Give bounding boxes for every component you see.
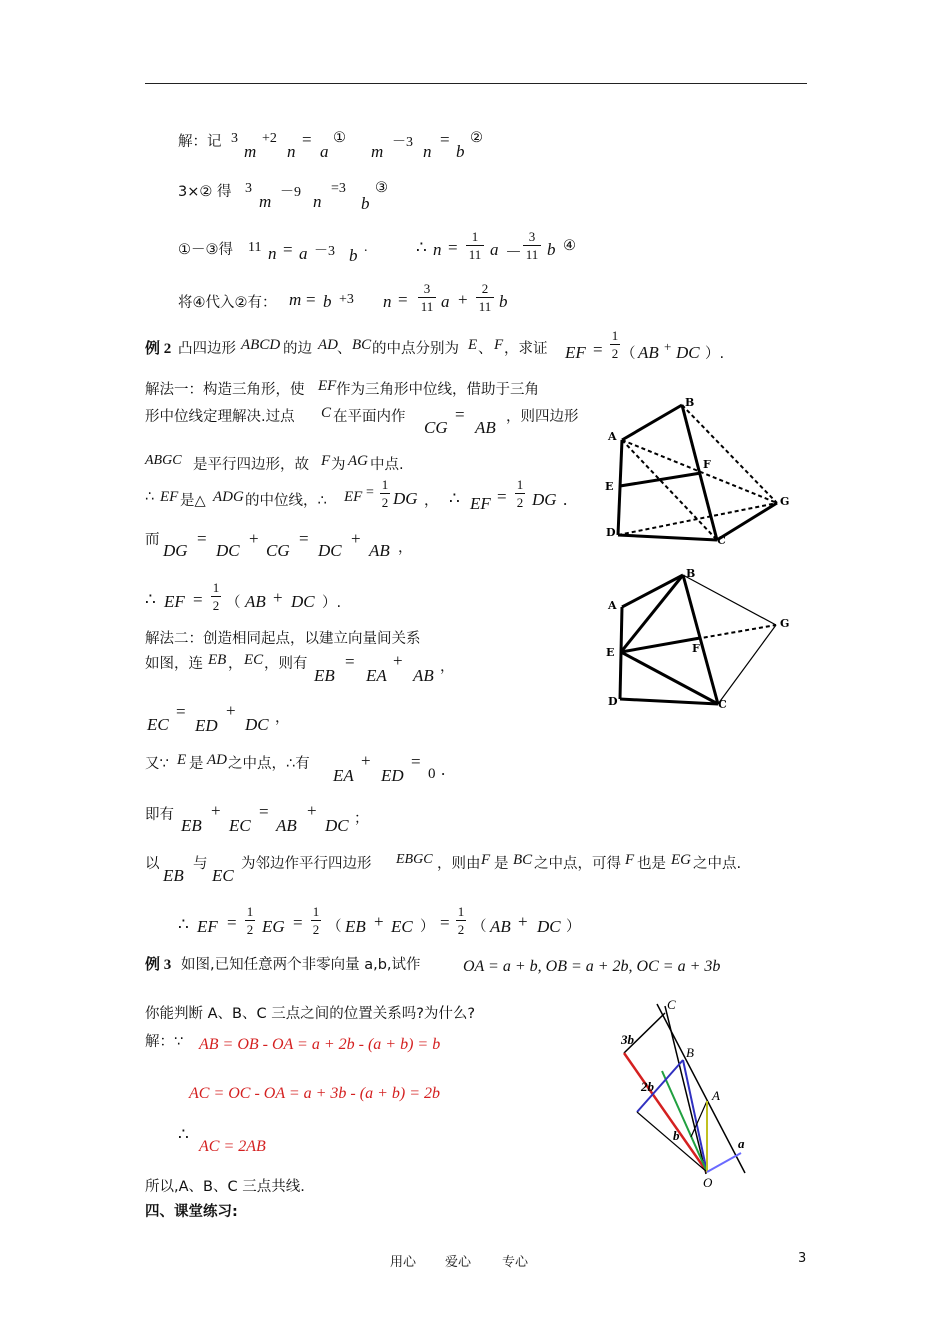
vector-label-b: b: [673, 1128, 680, 1143]
point-label-a: A: [712, 1088, 720, 1103]
vector-ec: EC: [212, 866, 234, 885]
vector-ab: AB: [413, 666, 434, 685]
point-label-e: E: [605, 480, 614, 493]
text: BC: [513, 852, 533, 868]
text: F: [481, 852, 491, 868]
point-label-d: D: [608, 695, 618, 708]
vector-m: m: [244, 142, 257, 161]
therefore: ∴: [145, 590, 156, 609]
fraction: 1 2: [246, 904, 254, 937]
vector-eb: EB: [181, 816, 202, 835]
minus: －: [505, 243, 522, 262]
text: 凸四边形: [178, 341, 236, 357]
text: －3: [392, 135, 413, 150]
text: 解法二：创造相同起点，以建立向量间关系: [145, 631, 421, 647]
text: 之中点.: [693, 856, 742, 872]
text: 与: [193, 856, 208, 872]
fraction: 3 11: [523, 230, 541, 261]
vector-eb: EB: [345, 917, 366, 936]
equals: =: [193, 590, 203, 609]
figure-quadrilateral-1: [600, 390, 800, 550]
text: 3: [231, 131, 238, 146]
vector-cg: CG: [424, 418, 448, 437]
vector-m: m: [259, 192, 272, 211]
vector-b: b: [456, 142, 465, 161]
vector-ab: AB: [276, 816, 297, 835]
text: 你能判断 A、B、C 三点之间的位置关系吗?为什么?: [145, 1006, 476, 1022]
therefore: ∴: [178, 1125, 189, 1144]
vector-ab: AB: [245, 592, 266, 611]
text: 中点.: [370, 457, 404, 473]
circled-1: ①: [333, 130, 346, 146]
text: 作为三角形中位线，借助于三角: [336, 382, 539, 398]
vector-ab: AB: [369, 541, 390, 560]
text: EBGC: [396, 852, 433, 867]
figure-vectors: [615, 995, 765, 1195]
therefore: ∴: [449, 489, 460, 508]
text: EF: [160, 489, 179, 505]
example-label: 例 2: [145, 341, 172, 357]
text: ，: [275, 710, 290, 726]
text: 11: [248, 240, 262, 255]
text: EB: [208, 652, 227, 668]
vector-ec: EC: [147, 715, 169, 734]
vector-eg: EG: [262, 917, 285, 936]
vector-ed: ED: [195, 716, 218, 735]
fraction: 1 2: [381, 477, 389, 510]
text: 又∵: [145, 756, 169, 772]
text: C: [321, 405, 332, 421]
point-label-e: E: [606, 646, 615, 659]
vector-dc: DC: [325, 816, 349, 835]
text: ，: [424, 493, 439, 509]
vector-n: n: [383, 292, 392, 311]
equals: =: [283, 240, 293, 259]
text: ，则四边形: [506, 409, 579, 425]
point-label-f: F: [703, 458, 711, 471]
text: 之中点，∴有: [228, 756, 310, 772]
vector-dg: DG: [532, 490, 557, 509]
vector-eb: EB: [163, 866, 184, 885]
vector-n: n: [268, 244, 277, 263]
fraction: 1 11: [466, 230, 484, 261]
point-label-c: C: [667, 997, 676, 1012]
text: 是: [494, 856, 509, 872]
text: ADG: [213, 489, 244, 505]
text: EF: [344, 489, 363, 505]
point-label-g: G: [780, 495, 790, 508]
vector-a: a: [441, 292, 450, 311]
text: 也是: [637, 856, 666, 872]
point-label-b: B: [686, 1045, 694, 1060]
formula: OA = a + b, OB = a + 2b, OC = a + 3b: [463, 958, 721, 975]
text: 如图,已知任意两个非零向量 a,b,试作: [181, 957, 421, 973]
text: －9: [280, 185, 301, 200]
vector-dg: DG: [393, 489, 418, 508]
vector-ec: EC: [391, 917, 413, 936]
text: ，则有: [264, 656, 308, 672]
vector-b: b: [361, 194, 370, 213]
vector-m: m: [289, 290, 302, 309]
text: 为: [331, 457, 346, 473]
therefore: ∴: [145, 489, 155, 505]
text: 的中位线，∴: [245, 493, 327, 509]
text: 、: [478, 341, 493, 357]
vector-ec: EC: [229, 816, 251, 835]
plus: +: [226, 701, 236, 720]
text: ）.: [322, 595, 342, 611]
text: （: [472, 919, 487, 935]
footer-text-1: 用心: [390, 1255, 417, 1270]
vector-ef: EF: [197, 917, 218, 936]
equals: =: [302, 130, 312, 149]
text: 是平行四边形，故: [193, 457, 309, 473]
text: .: [563, 490, 568, 509]
text: 是△: [180, 493, 206, 509]
point-label-a: A: [608, 430, 617, 443]
equals: =: [345, 652, 355, 671]
vector-cg: CG: [266, 541, 290, 560]
text: 形中位线定理解决.过点: [145, 409, 295, 425]
text: +2: [262, 131, 277, 146]
text: AD: [318, 337, 338, 353]
vector-dg: DG: [163, 541, 188, 560]
text: F: [494, 337, 504, 353]
plus: +: [518, 912, 528, 931]
vector-a: a: [320, 142, 329, 161]
vector-dc: DC: [537, 917, 561, 936]
text: 如图，连: [145, 656, 203, 672]
therefore: ∴: [178, 915, 189, 934]
vector-ef: EF: [164, 592, 185, 611]
equals: =: [497, 487, 507, 506]
vector-ab: AB: [490, 917, 511, 936]
equals: =: [299, 529, 309, 548]
point-label-g: G: [780, 617, 790, 630]
equals: =: [197, 529, 207, 548]
point-label-c: C: [717, 534, 726, 547]
point-label-f: F: [692, 642, 700, 655]
text: ，求证: [504, 341, 548, 357]
text: =3: [331, 181, 346, 196]
text: 即有: [145, 807, 174, 823]
equals: =: [448, 238, 458, 257]
text: （: [327, 919, 342, 935]
vector-dc: DC: [318, 541, 342, 560]
point-label-d: D: [606, 526, 616, 539]
equals: =: [398, 290, 408, 309]
equals: =: [176, 702, 186, 721]
text: ABCD: [241, 337, 281, 353]
text: 、: [337, 341, 352, 357]
text: EG: [671, 852, 691, 868]
vector-b: b: [349, 246, 358, 265]
plus: +: [664, 339, 672, 354]
vector-n: n: [313, 192, 322, 211]
text: F: [625, 852, 635, 868]
example-label: 例 3: [145, 957, 172, 973]
vector-ab: AB: [475, 418, 496, 437]
equals: =: [366, 485, 374, 500]
plus: +: [273, 588, 283, 607]
formula: AC = 2AB: [199, 1138, 266, 1155]
plus: +: [393, 651, 403, 670]
text: 的边: [283, 341, 312, 357]
text: 3×② 得: [178, 184, 232, 200]
text: AD: [207, 752, 227, 768]
text: 是: [189, 756, 204, 772]
text: －3: [314, 244, 335, 259]
vector-label-2b: 2b: [641, 1079, 654, 1094]
text: 的中点分别为: [372, 341, 459, 357]
text: 之中点，可得: [534, 856, 621, 872]
text: 解法一：构造三角形，使: [145, 382, 305, 398]
circled-4: ④: [563, 238, 576, 254]
zero-vector: 0: [428, 766, 436, 782]
text: ）: [420, 919, 435, 935]
text: ）: [566, 919, 581, 935]
footer-text-2: 爱心: [445, 1255, 472, 1270]
text: 所以,A、B、C 三点共线.: [145, 1179, 305, 1195]
plus: +: [351, 529, 361, 548]
header-rule: [145, 83, 807, 84]
vector-dc: DC: [676, 343, 700, 362]
text: ，: [398, 540, 413, 556]
text: +3: [339, 292, 354, 307]
vector-ef: EF: [470, 494, 491, 513]
fraction: 1 2: [611, 328, 619, 361]
vector-a: a: [299, 244, 308, 263]
plus: +: [361, 751, 371, 770]
vector-label-3b: 3b: [621, 1032, 634, 1047]
text: EC: [244, 652, 264, 668]
fraction: 1 2: [516, 477, 524, 510]
equals: =: [593, 340, 603, 359]
formula: AC = OC - OA = a + 3b - (a + b) = 2b: [189, 1085, 441, 1102]
vector-dc: DC: [216, 541, 240, 560]
text: （: [621, 346, 636, 362]
text: ）.: [705, 346, 725, 362]
vector-dc: DC: [245, 715, 269, 734]
equals: =: [440, 913, 450, 932]
text: 为邻边作平行四边形: [241, 856, 372, 872]
point-label-c: C: [718, 698, 727, 711]
equals: =: [259, 802, 269, 821]
text: 以: [145, 856, 160, 872]
text: 而: [145, 532, 160, 548]
fraction: 1 2: [212, 580, 220, 613]
fraction: 2 11: [476, 282, 494, 313]
vector-m: m: [371, 142, 384, 161]
text: ，: [228, 656, 243, 672]
circled-2: ②: [470, 130, 483, 146]
equals: =: [227, 913, 237, 932]
text: E: [468, 337, 478, 353]
section-heading: 四、课堂练习:: [145, 1204, 238, 1220]
text: .: [364, 240, 368, 255]
text: ①－③得: [178, 242, 233, 258]
text: ，则由: [437, 856, 481, 872]
equals: =: [293, 913, 303, 932]
equals: =: [440, 130, 450, 149]
therefore: ∴: [416, 238, 427, 257]
vector-ea: EA: [366, 666, 387, 685]
fraction: 3 11: [418, 282, 436, 313]
text: F: [321, 453, 331, 469]
page-number: 3: [798, 1251, 807, 1266]
vector-eb: EB: [314, 666, 335, 685]
text: 解：记: [178, 134, 222, 150]
footer-text-3: 专心: [502, 1255, 529, 1270]
fraction: 1 2: [457, 904, 465, 937]
vector-n: n: [433, 240, 442, 259]
vector-b: b: [323, 292, 332, 311]
plus: +: [211, 801, 221, 820]
text: 3: [245, 181, 252, 196]
equals: =: [306, 290, 316, 309]
fraction: 1 2: [312, 904, 320, 937]
text: 将④代入②有：: [178, 295, 277, 311]
equals: =: [411, 752, 421, 771]
vector-n: n: [423, 142, 432, 161]
point-label-b: B: [686, 567, 696, 580]
text: （: [226, 595, 241, 611]
plus: +: [374, 912, 384, 931]
text: AG: [348, 453, 368, 469]
vector-ea: EA: [333, 766, 354, 785]
plus: +: [307, 801, 317, 820]
text: 解：∵: [145, 1034, 184, 1050]
text: .: [441, 760, 446, 779]
vector-n: n: [287, 142, 296, 161]
vector-b: b: [547, 240, 556, 259]
circled-3: ③: [375, 180, 388, 196]
text: ，: [440, 659, 455, 675]
text: 在平面内作: [333, 409, 406, 425]
plus: +: [249, 529, 259, 548]
vector-dc: DC: [291, 592, 315, 611]
vector-a: a: [490, 240, 499, 259]
formula: AB = OB - OA = a + 2b - (a + b) = b: [199, 1036, 441, 1053]
point-label-b: B: [685, 396, 695, 409]
text: ；: [354, 811, 369, 827]
text: EF: [318, 378, 337, 394]
vector-b: b: [499, 292, 508, 311]
figure-quadrilateral-2: [600, 565, 800, 715]
vector-label-a: a: [738, 1136, 745, 1151]
text: BC: [352, 337, 372, 353]
plus: +: [458, 290, 468, 309]
text: E: [177, 752, 187, 768]
vector-ed: ED: [381, 766, 404, 785]
point-label-a: A: [608, 599, 617, 612]
vector-ef: EF: [565, 343, 586, 362]
vector-ab: AB: [638, 343, 659, 362]
equals: =: [455, 405, 465, 424]
point-label-o: O: [703, 1175, 713, 1190]
text: ABGC: [145, 453, 182, 468]
